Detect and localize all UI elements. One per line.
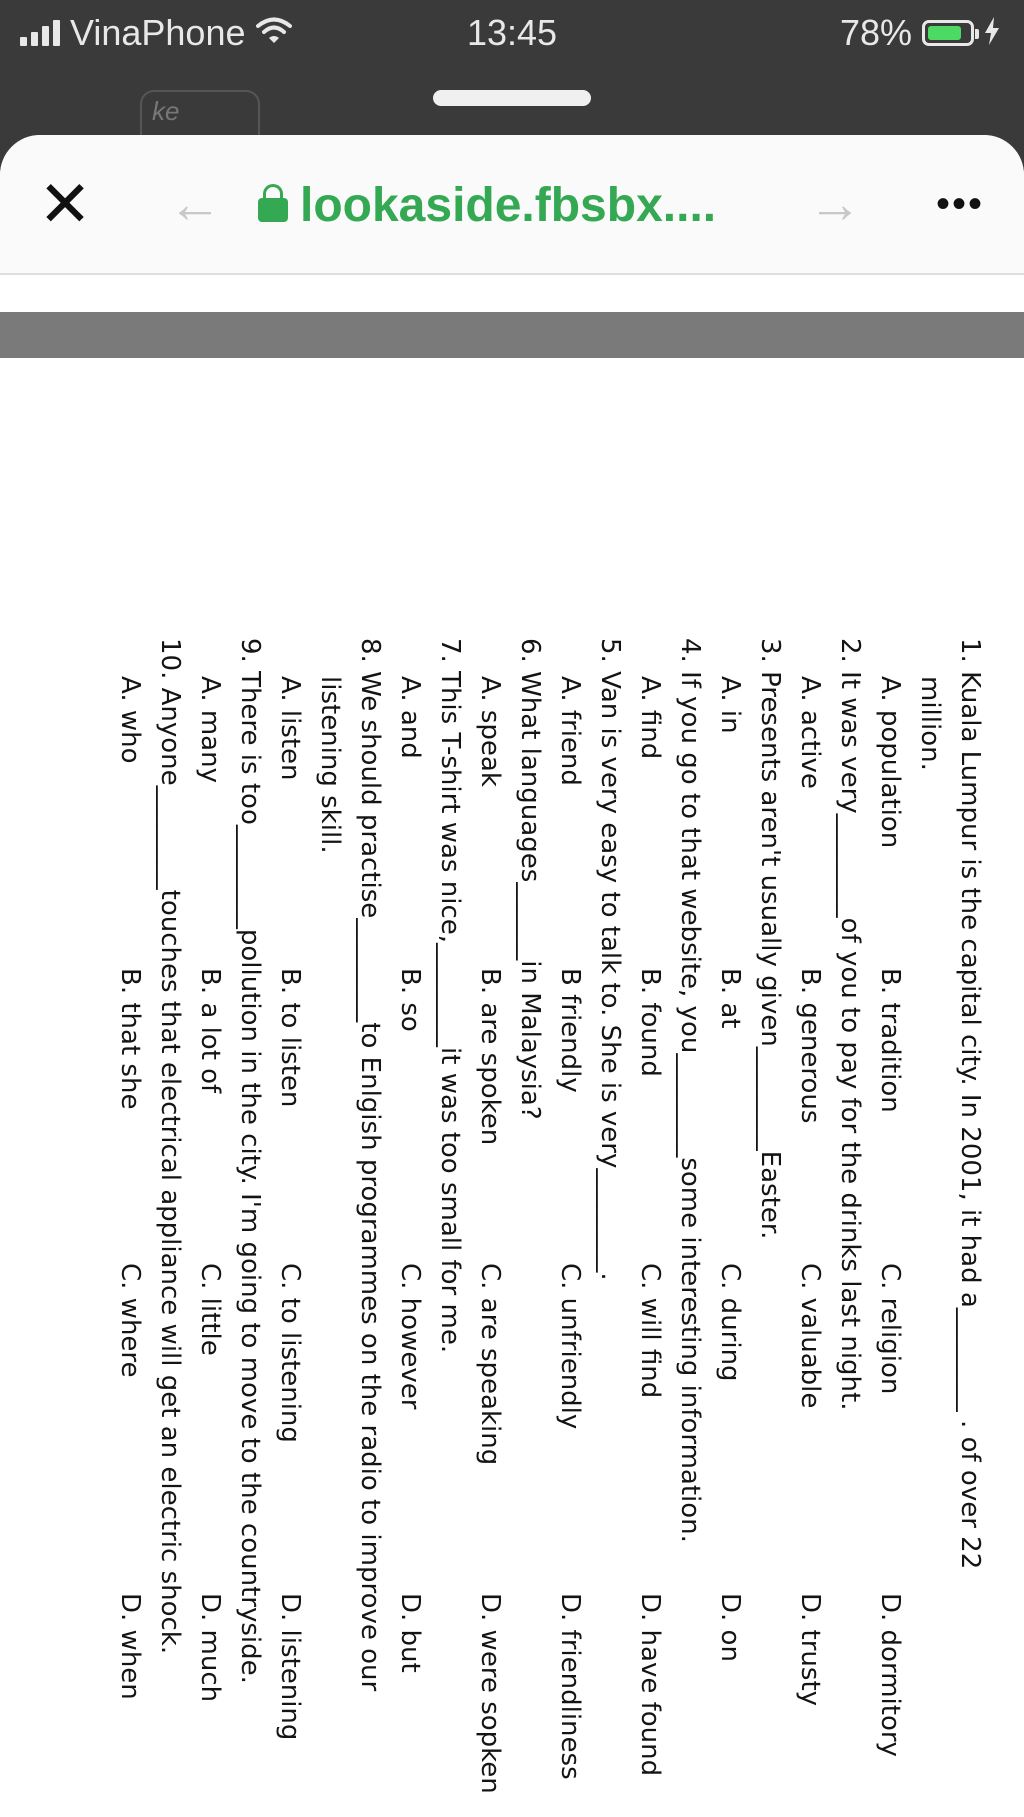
option-b: B. a lot of (195, 968, 225, 1094)
option-b: B. are spoken (475, 968, 505, 1146)
back-button[interactable]: ← (168, 174, 222, 234)
close-button[interactable]: ✕ (38, 167, 92, 240)
question-2-stem: 2. It was very________of you to pay for the drinks last night. (835, 638, 865, 1411)
battery-percent: 78% (839, 12, 912, 53)
option-b: B. to listen (275, 968, 305, 1108)
option-a: A. and (395, 676, 425, 759)
option-a: A. population (875, 676, 905, 849)
question-10-stem: 10. Anyone________touches that electrical appliance will get an electric shock. (155, 638, 185, 1655)
option-b: B. so (395, 968, 425, 1032)
option-d: D. when (115, 1593, 145, 1700)
charging-icon (984, 12, 1000, 54)
option-d: D. trusty (795, 1593, 825, 1707)
question-6-options (470, 638, 510, 1817)
option-a: A. in (715, 676, 745, 734)
question-6-stem: 6. What languages______in Malaysia? (515, 638, 545, 1120)
option-b: B. found (635, 968, 665, 1077)
option-d: D. were sopken (475, 1593, 505, 1794)
question-1-stem: 1. Kuala Lumpur is the capital city. In 2001, it had a________ . of over 22 (955, 638, 985, 1570)
option-d: D. on (715, 1593, 745, 1662)
option-b: B. generous (795, 968, 825, 1124)
question-9-stem: 9. There is too________pollution in the city. I'm going to move to the countryside. (235, 638, 265, 1684)
option-a: A. speak (475, 676, 505, 787)
in-app-browser (0, 135, 1024, 1817)
option-c: C. religion (875, 1263, 905, 1395)
option-b: B. tradition (875, 968, 905, 1113)
option-a: A. friend (555, 676, 585, 786)
image-viewer-bar (0, 312, 1024, 358)
question-8-stem: 8. We should practise________to Enlgish programmes on the radio to improve our (355, 638, 385, 1692)
option-a: A. find (635, 676, 665, 760)
question-8-options (270, 638, 310, 1817)
option-d: D. dormitory (875, 1593, 905, 1757)
question-5-options (550, 638, 590, 1817)
option-a: A. active (795, 676, 825, 789)
question-7-options (390, 638, 430, 1817)
option-a: A. many (195, 676, 225, 783)
option-c: C. where (115, 1263, 145, 1378)
option-c: C. little (195, 1263, 225, 1356)
option-a: A. listen (275, 676, 305, 781)
worksheet-image (0, 358, 1024, 1817)
question-4-options (630, 638, 670, 1817)
question-10-options (110, 638, 150, 1817)
option-c: C. to listening (275, 1263, 305, 1443)
option-a: A. who (115, 676, 145, 764)
question-9-options (190, 638, 230, 1817)
option-d: D. listening (275, 1593, 305, 1741)
option-c: C. during (715, 1263, 745, 1382)
option-d: D. much (195, 1593, 225, 1703)
lock-icon (258, 198, 288, 222)
worksheet-text-rotated (0, 638, 990, 1817)
sheet-grabber[interactable] (433, 90, 591, 106)
option-c: C. are speaking (475, 1263, 505, 1466)
option-d: D. have found (635, 1593, 665, 1777)
url-text: lookaside.fbsbx.... (300, 178, 717, 232)
option-b: B. at (715, 968, 745, 1029)
battery-icon (922, 20, 974, 46)
question-1-continued: million. (915, 676, 945, 771)
clock: 13:45 (466, 12, 558, 53)
background-sheet-tab: ke (140, 90, 260, 150)
option-c: C. however (395, 1263, 425, 1410)
status-bar (0, 0, 1024, 66)
question-7-stem: 7. This T-shirt was nice,________it was too small for me. (435, 638, 465, 1354)
question-3-options (710, 638, 750, 1817)
option-c: C. valuable (795, 1263, 825, 1409)
status-right (840, 12, 1000, 54)
url-bar[interactable] (258, 175, 716, 235)
question-4-stem: 4. If you go to that website, you________some interesting information. (675, 638, 705, 1543)
question-2-options (790, 638, 830, 1817)
option-b: B friendly (555, 968, 585, 1093)
option-c: C. unfriendly (555, 1263, 585, 1430)
more-options-button[interactable]: ••• (935, 181, 984, 226)
option-d: D. but (395, 1593, 425, 1673)
option-c: C. will find (635, 1263, 665, 1399)
question-3-stem: 3. Presents aren't usually given________Easter. (755, 638, 785, 1240)
question-1-options (870, 638, 910, 1817)
browser-toolbar (0, 135, 1024, 275)
option-d: D. friendliness (555, 1593, 585, 1780)
carrier-name: VinaPhone (70, 12, 246, 53)
forward-button[interactable]: → (808, 174, 862, 234)
question-5-stem: 5. Van is very easy to talk to. She is very________. (595, 638, 625, 1281)
option-b: B. that she (115, 968, 145, 1110)
question-8-continued: listening skill. (315, 676, 345, 854)
